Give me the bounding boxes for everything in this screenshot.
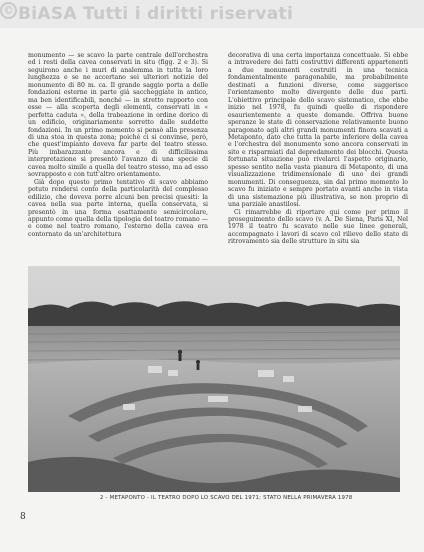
excavation-photo: [28, 266, 400, 492]
watermark-banner: [0, 0, 424, 28]
right-text-column: [228, 52, 408, 246]
left-paragraph-2: Già dopo questo primo tentativo di scavo abbiamo potuto rendersi conto della particolarità del complesso edilizio, che doveva porre alcuni ben precisi quesiti: la cavea nella sua parte interna, quella conservata, si presentò in una forma esattamente semicircolare, appunto come quella della tipologia del teatro romano — e come nel teatro romano, l'esterno della cavea era contornato da un'architettura: [28, 178, 208, 238]
excavation-photo-image: [28, 266, 400, 492]
left-text-column: [28, 52, 208, 238]
watermark-text: BiASA Tutti i diritti riservati: [18, 4, 294, 24]
right-paragraph-2: Ci rimarrebbe di riportare qui come per primo il proseguimento dello scavo (v. A. De Siena, Paris XI, Nel 1978 il teatro fu scavato nelle sue linee generali, accompagnato i lavori di scavo col rilievo dello stato di ritrovamento sia delle strutture in situ sia: [228, 208, 408, 246]
right-paragraph-1: decorativa di una certa importanza concettuale. Si ebbe a intravedere dei fatti costruttivi differenti appartenenti a due monumenti costruiti in una tecnica fondamentalmente paragonabile, ma probabilmente destinati a funzioni diverse, come suggerisce l'orientamento molto divergente delle due parti. L'obiettivo principale dello scavo sistematico, che ebbe inizio nel 1978, fu quindi quello di rispondere esaurientemente a queste domande. Offriva buone speranze le state di conservazione relativamente buono paragonato agli altri grandi monumenti finora scavati a Metaponto, dato che tutta la parte inferiore della cavea e l'orchestra del monumento sono ancora conservati in sito e risparmiati dal depredamento dei blocchi. Questa fortunata situazione può rivelarci l'aspetto originario, spesso sentito nella vasta pianura di Metaponto, di una visualizzazione tridimensionale di uno dei grandi monumenti. Di conseguenza, sin dal primo momento lo scavo fu iniziato e sempre portato avanti anche in vista di una sistemazione più illustrativa, se non proprio di una parziale anastilosi.: [228, 52, 408, 209]
copyright-icon: ©: [0, 2, 17, 19]
page-number: 8: [20, 512, 26, 522]
figure-caption: 2 - METAPONTO - IL TEATRO DOPO LO SCAVO DEL 1971; STATO NELLA PRIMAVERA 1978: [100, 495, 353, 501]
left-paragraph-1: monumento — se scavo la parte centrale dell'orchestra ed i resti della cavea conservati in situ (figg. 2 e 3). Si seguirono anche i muri di analemma in tutta la loro lunghezza e se ne accertano sei ulteriori notizie del monumento di 80 m. ca. Il grande saggio porta a delle fondazioni esterne in parte già saccheggiate in antico, ma ben identificabili, nonché — in stretto rapporto con esse — alla scoperta degli elementi, conservati in « perfetta caduta », della trabeazione in ordine dorico di un edificio, originariamente sorretto dalle suddette fondazioni. In un primo momento si pensò alla presenza di una stoa in questa zona; poiché ci si convinse, però, che quest'impianto doveva far parte del teatro stesso. Più imbarazzante ancora e di difficilissima interpretazione si presentò l'avanzo di una specie di cavea molto simile a quella del teatro stesso, ma ad esso sovrapposto e con tutt'altro orientamento.: [28, 52, 208, 179]
